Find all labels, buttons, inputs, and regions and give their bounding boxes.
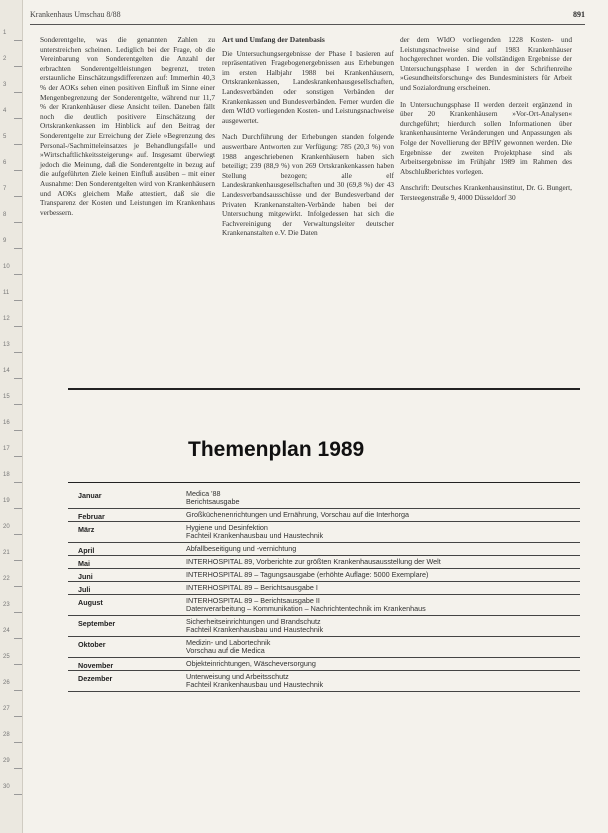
spine-number: 14 [3,368,10,374]
spine-tick [14,586,22,587]
spine-number: 3 [3,82,7,88]
topic-text: INTERHOSPITAL 89 – Berichtsausgabe I [186,583,318,592]
spine-number: 10 [3,264,10,270]
table-row [68,488,580,509]
spine-number: 20 [3,524,10,530]
running-head: Krankenhaus Umschau 8/88 [30,10,121,19]
spine-tick [14,456,22,457]
month-label: Januar [78,491,102,500]
month-label: Dezember [78,674,113,683]
spine-number: 19 [3,498,10,504]
table-row [68,556,580,569]
month-label: Oktober [78,640,106,649]
spine-tick [14,40,22,41]
paragraph: Nach Durchführung der Erhebungen standen folgende auswertbare Antworten zur Verfügung: 785 (20,3 %) von 1988 angeschriebenen Krankenhäusern haben sich beteiligt; 239 (88,9 %) von 269 Ortskrankenkassen haben Stellung bezogen; alle elf Landeskrankenhausgesellschaften und 30 (69,8 %) der 43 Landesverbandsausschüsse und der Bundesverband der Privaten Krankenanstalten-Verbände haben bei der Untersuchung mitgewirkt. Infolgedessen hat sich die Fachvereinigung der Verwaltungsleiter deutscher Krankenanstalten e.V. Die Daten [222,132,394,238]
spine-tick [14,716,22,717]
article-column-2 [222,35,394,245]
spine-tick [14,534,22,535]
page-number: 891 [573,10,585,19]
spine-tick [14,66,22,67]
spine-tick [14,664,22,665]
table-row [68,637,580,658]
spine-tick [14,196,22,197]
table-row [68,543,580,556]
spine-number: 7 [3,186,7,192]
spine-number: 21 [3,550,10,556]
spine-tick [14,248,22,249]
topic-text: Unterweisung und Arbeitsschutz Fachteil Krankenhausbau und Haustechnik [186,672,324,690]
spine-tick [14,742,22,743]
spine-tick [14,274,22,275]
paragraph: Die Untersuchungsergebnisse der Phase I basieren auf repräsentativen Fragebogenergebnissen aus Erhebungen im ersten Halbjahr 1988 bei Krankenhäusern, Ortskrankenkassen, Landeskrankenhausgesellschaften, Landesverbänden oder sonstigen Verbänden der Krankenkassen und Bundesverbänden. Ferner wurden die dem WIdO vorliegenden Kosten- und Leistungsnachweise ausgewertet. [222,48,394,125]
page-header [30,10,585,25]
spine-tick [14,326,22,327]
spine-tick [14,118,22,119]
box-top-rule [68,388,580,390]
spine-tick [14,638,22,639]
spine-number: 8 [3,212,7,218]
spine-number: 15 [3,394,10,400]
spine-number: 5 [3,134,7,140]
spine-tick [14,508,22,509]
spine-tick [14,378,22,379]
spine-number: 2 [3,56,7,62]
author-address: Anschrift: Deutsches Krankenhausinstitut, Dr. G. Bungert, Tersteegenstraße 9, 4000 Düsseldorf 30 [400,183,572,202]
spine-tick [14,560,22,561]
spine-tick [14,92,22,93]
themenplan-title: Themenplan 1989 [188,438,365,461]
spine-number: 12 [3,316,10,322]
month-label: April [78,546,95,555]
table-row [68,522,580,543]
month-label: September [78,619,116,628]
spine-tick [14,430,22,431]
spine-number: 30 [3,784,10,790]
spine-number: 16 [3,420,10,426]
spine-number: 1 [3,30,7,36]
month-label: Juni [78,572,93,581]
paragraph: der dem WIdO vorliegenden 1228 Kosten- und Leistungsnachweise sind auf 1983 Krankenhäuser hochgerechnet worden. Die vollständigen Ergebnisse der Untersuchungsphase I werden in der Schriftenreihe »Gesundheitsforschung« des Bundesministers für Arbeit und Sozialordnung erscheinen. [400,35,572,92]
spine-number: 4 [3,108,7,114]
topic-text: Medizin- und Labortechnik Vorschau auf die Medica [186,638,271,656]
topic-text: Hygiene und Desinfektion Fachteil Krankenhausbau und Haustechnik [186,523,324,541]
table-row [68,658,580,671]
spine-number: 18 [3,472,10,478]
topic-text: Großküchenenrichtungen und Ernährung, Vorschau auf die Interhorga [186,510,409,519]
spine-tick [14,170,22,171]
table-row [68,569,580,582]
spine-number: 26 [3,680,10,686]
topic-text: INTERHOSPITAL 89 – Berichtsausgabe II Datenverarbeitung – Kommunikation – Nachrichtentechnik im Krankenhaus [186,596,426,614]
table-row [68,509,580,522]
paragraph: Sonderentgelte, was die genannten Zahlen zu unterstreichen scheinen. Lediglich bei der Frage, ob die Vereinbarung von Sonderentgelten die Anzahl der erbrachten Sonderentgeltleistungen begrenzt, treten erstaunliche Einschätzungsdifferenzen auf: Immerhin 40,3 % der AOKs sehen einen positiven Einfluß im Sinne einer Mengenbegrenzung der Sonderentgelte, während nur 11,7 % der Krankenhäuser diese Ansicht teilen. Daneben fällt noch die deutlich positivere Einschätzung der Ortskrankenkassen im Hinblick auf den Beitrag der Sonderentgelte zur Erreichung der Ziele »Begrenzung des Personal-/Sachmitteleinsatzes je Behandlungsfall« und »Wirtschaftlichkeitssteigerung« auf. Insgesamt überwiegt jedoch die Meinung, daß die Sonderentgelte in bezug auf die aufgeführten Ziele keinen Einfluß ausüben – mit einer Ausnahme: Den Sonderentgelten wird von Krankenhäusern und AOKs gleichem Maße attestiert, daß sie die Transparenz der Kosten und Leistungen im Krankenhaus verbessern. [40,35,215,217]
table-row [68,582,580,595]
spine-tick [14,352,22,353]
themenplan-box [68,388,580,768]
spine-tick [14,612,22,613]
table-row [68,595,580,616]
row-divider [68,691,580,692]
topic-text: Abfallbeseitigung und -vernichtung [186,544,297,553]
spine-number: 27 [3,706,10,712]
month-label: Juli [78,585,91,594]
table-top-rule [68,482,580,483]
table-row [68,616,580,637]
article-column-3 [400,35,572,210]
month-label: Februar [78,512,105,521]
spine-number: 29 [3,758,10,764]
spine-number: 25 [3,654,10,660]
spine-tick [14,300,22,301]
paragraph: In Untersuchungsphase II werden derzeit ergänzend in über 20 Krankenhäusern »Vor-Ort-Analysen« durchgeführt; hierdurch sollen Informationen über krankenhausinterne Veränderungen und Anpassungen als Folge der Novellierung der BPflV gewonnen werden. Die Ergebnisse der zweiten Projektphase sind als Arbeitsergebnisse im Frühjahr 1989 im Rahmen des Abschlußberichtes vorlegen. [400,99,572,176]
spine-tick [14,144,22,145]
spine-tick [14,768,22,769]
spine-number: 6 [3,160,7,166]
topic-text: INTERHOSPITAL 89, Vorberichte zur größten Krankenhausausstellung der Welt [186,557,441,566]
section-heading: Art und Umfang der Datenbasis [222,35,325,44]
spine-number: 17 [3,446,10,452]
spine-number: 24 [3,628,10,634]
spine-number: 28 [3,732,10,738]
article-column-1 [40,35,215,224]
topic-text: Objekteinrichtungen, Wäscheversorgung [186,659,316,668]
topic-text: Medica '88 Berichtsausgabe [186,489,240,507]
month-label: November [78,661,114,670]
spine-number: 23 [3,602,10,608]
spine-tick [14,690,22,691]
topic-text: INTERHOSPITAL 89 – Tagungsausgabe (erhöhte Auflage: 5000 Exemplare) [186,570,429,579]
spine-number: 9 [3,238,7,244]
month-label: August [78,598,103,607]
spine-number: 13 [3,342,10,348]
spine-number: 11 [3,290,10,296]
spine-tick [14,794,22,795]
table-row [68,671,580,692]
topic-text: Sicherheitseinrichtungen und Brandschutz Fachteil Krankenhausbau und Haustechnik [186,617,324,635]
month-label: März [78,525,95,534]
spine-tick [14,482,22,483]
spine-number: 22 [3,576,10,582]
month-label: Mai [78,559,90,568]
spine-tick [14,222,22,223]
spine-tick [14,404,22,405]
binding-margin [0,0,23,833]
